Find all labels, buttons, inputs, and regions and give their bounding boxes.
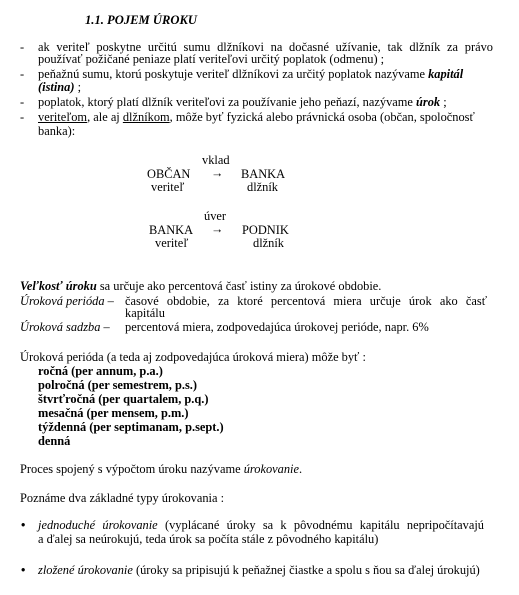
diagram1-arrow: →	[211, 166, 224, 180]
term-urokova-perioda: Úroková perióda –	[20, 294, 114, 308]
term-urokovanie: úrokovanie	[243, 462, 299, 476]
diagram2-top-label: úver	[204, 209, 227, 223]
definition-perioda: časové obdobie, za ktoré percentová miera určuje úrok ako časť	[125, 294, 487, 308]
dash-marker: -	[20, 110, 25, 124]
process-text: Proces spojený s výpočtom úroku nazývame	[20, 462, 244, 476]
period-item: mesačná (per mensem, p.m.)	[38, 406, 189, 420]
diagram2-arrow: →	[211, 222, 224, 236]
term-dlznikom: dlžníkom	[122, 110, 170, 124]
definition-perioda-cont: kapitálu	[125, 306, 165, 320]
term-velkost-uroku: Veľkosť úroku	[20, 279, 97, 293]
process-text: .	[298, 462, 303, 476]
list-item	[38, 110, 475, 124]
diagram1-right: BANKA	[241, 167, 286, 181]
periods-intro: Úroková perióda (a teda aj zodpovedajúca úroková miera) môže byť :	[20, 350, 366, 364]
diagram1-right-sub: dlžník	[247, 180, 278, 194]
term-kapital: kapitál	[428, 67, 464, 81]
term-jednoduche-urokovanie: jednoduché úrokovanie	[38, 518, 158, 532]
definition-sadzba: percentová miera, zodpovedajúca úrokovej perióde, napr. 6%	[125, 320, 429, 334]
term-urok: úrok	[416, 95, 441, 109]
definition-velkost	[20, 279, 381, 293]
type-text: (vyplácané úroky sa k pôvodnému kapitálu nepripočítavajú	[157, 518, 484, 532]
list-item	[38, 95, 447, 109]
list-text: , môže byť fyzická alebo právnická osoba (občan, spoločnosť	[169, 110, 475, 124]
list-item	[38, 67, 463, 81]
period-item: ročná (per annum, p.a.)	[38, 364, 163, 378]
diagram1-left-sub: veriteľ	[151, 180, 185, 194]
bullet-icon: •	[21, 518, 26, 532]
section-title: 1.1. POJEM ÚROKU	[85, 13, 197, 27]
list-item-cont: používať požičané peniaze platí veriteľovi určitý poplatok (odmenu) ;	[38, 52, 385, 66]
period-item: týždenná (per septimanam, p.sept.)	[38, 420, 224, 434]
term-istina: (istina)	[38, 80, 75, 94]
list-item: ak veriteľ poskytne určitú sumu dlžníkovi na dočasné užívanie, tak dlžník za právo	[38, 40, 493, 54]
term-veritelom: veriteľom	[38, 110, 88, 124]
diagram2-right: PODNIK	[242, 223, 289, 237]
bullet-icon: •	[21, 563, 26, 577]
definition-text: sa určuje ako percentová časť istiny za úrokové obdobie.	[96, 279, 382, 293]
period-item: denná	[38, 434, 71, 448]
dash-marker: -	[20, 95, 25, 109]
diagram1-top-label: vklad	[202, 153, 230, 167]
diagram1-left: OBČAN	[147, 167, 191, 181]
type-text: (úroky sa pripisujú k peňažnej čiastke a spolu s ňou sa ďalej úrokujú)	[132, 563, 480, 577]
dash-marker: -	[20, 40, 25, 54]
term-zlozene-urokovanie: zložené úrokovanie	[38, 563, 133, 577]
list-text: peňažnú sumu, ktorú poskytuje veriteľ dlžníkovi za určitý poplatok nazývame	[38, 67, 429, 81]
list-item-cont	[38, 80, 81, 94]
diagram2-right-sub: dlžník	[253, 236, 284, 250]
dash-marker: -	[20, 67, 25, 81]
list-text: poplatok, ktorý platí dlžník veriteľovi za používanie jeho peňazí, nazývame	[38, 95, 416, 109]
types-intro: Poznáme dva základné typy úrokovania :	[20, 491, 225, 505]
list-text: , ale aj	[87, 110, 123, 124]
type-zlozene	[38, 563, 480, 577]
term-urokova-sadzba: Úroková sadzba –	[20, 320, 110, 334]
process-sentence	[20, 462, 302, 476]
diagram2-left: BANKA	[149, 223, 194, 237]
list-text: ;	[74, 80, 82, 94]
list-text: ;	[440, 95, 447, 109]
type-jednoduche	[38, 518, 484, 532]
list-item-cont: banka):	[38, 124, 76, 138]
period-item: štvrťročná (per quartalem, p.q.)	[38, 392, 209, 406]
diagram2-left-sub: veriteľ	[155, 236, 189, 250]
period-item: polročná (per semestrem, p.s.)	[38, 378, 197, 392]
type-jednoduche-cont: a ďalej sa neúrokujú, teda úrok sa počíta stále z pôvodného kapitálu)	[38, 532, 379, 546]
